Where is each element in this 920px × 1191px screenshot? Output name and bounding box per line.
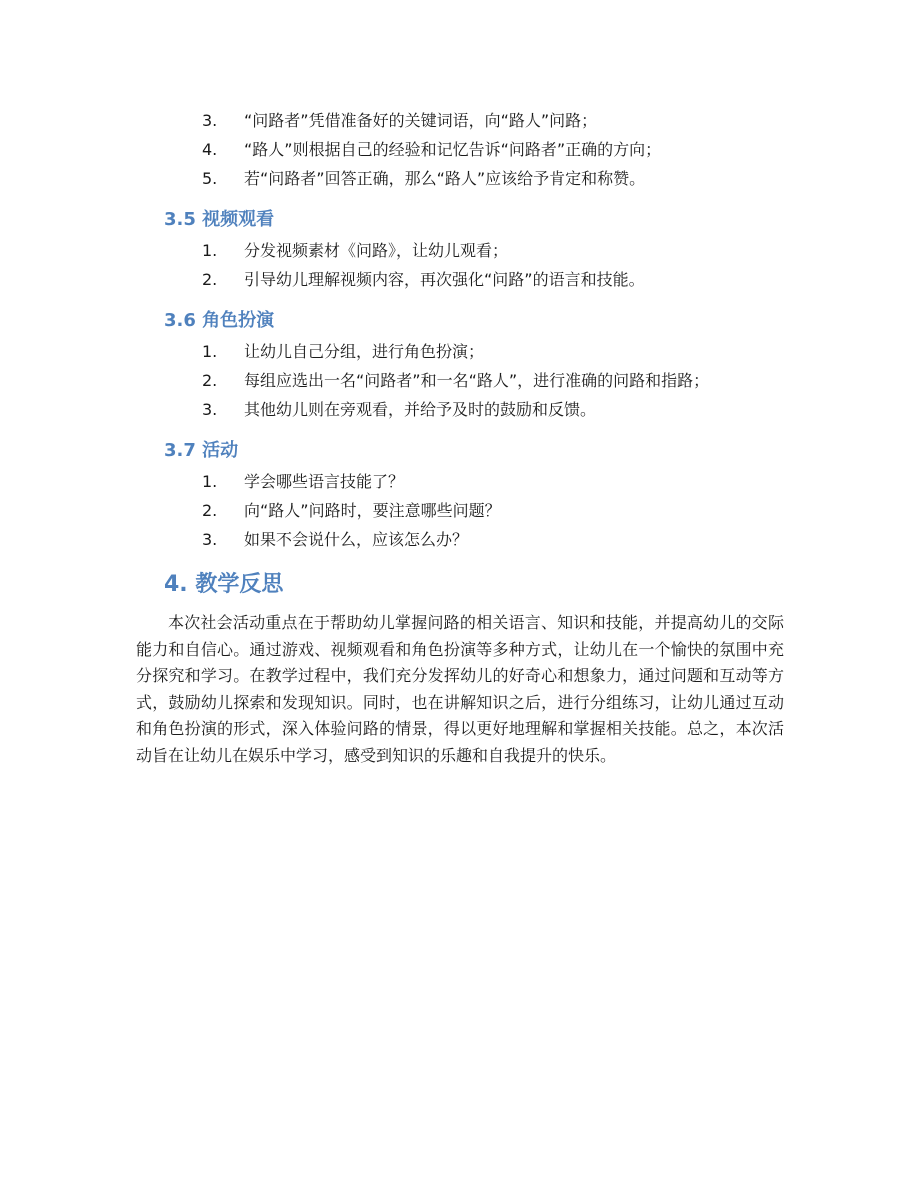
list-item <box>136 265 784 294</box>
section-3-7-heading: 3.7 活动 <box>164 440 239 461</box>
list-item-number: 2. <box>202 501 218 520</box>
list-item-text: 每组应选出一名“问路者”和一名“路人”，进行准确的问路和指路； <box>244 371 710 390</box>
list-item <box>136 106 784 135</box>
list-item <box>136 395 784 424</box>
section-3-6-list <box>136 337 784 424</box>
list-item-text: 向“路人”问路时，要注意哪些问题？ <box>244 501 501 520</box>
reflection-paragraph: 本次社会活动重点在于帮助幼儿掌握问路的相关语言、知识和技能，并提高幼儿的交际能力和自信心。通过游戏、视频观看和角色扮演等多种方式，让幼儿在一个愉快的氛围中充分探究和学习。在教学过程中，我们充分发挥幼儿的好奇心和想象力，通过问题和互动等方式，鼓励幼儿探索和发现知识。同时，也在讲解知识之后，进行分组练习，让幼儿通过互动和角色扮演的形式，深入体验问路的情景，得以更好地理解和掌握相关技能。总之，本次活动旨在让幼儿在娱乐中学习，感受到知识的乐趣和自我提升的快乐。 <box>136 613 784 765</box>
list-item-text: 学会哪些语言技能了？ <box>244 472 405 491</box>
list-item <box>136 164 784 193</box>
list-item-text: 如果不会说什么，应该怎么办？ <box>244 530 469 549</box>
list-item <box>136 135 784 164</box>
section-4-heading: 4. 教学反思 <box>164 572 284 597</box>
list-item-text: 引导幼儿理解视频内容，再次强化“问路”的语言和技能。 <box>244 270 645 289</box>
list-item-text: 分发视频素材《问路》，让幼儿观看； <box>244 241 509 260</box>
list-item <box>136 525 784 554</box>
list-item-text: 若“问路者”回答正确，那么“路人”应该给予肯定和称赞。 <box>244 169 646 188</box>
list-item-text: 让幼儿自己分组，进行角色扮演； <box>244 342 485 361</box>
list-item-number: 1. <box>202 241 218 260</box>
list-item <box>136 236 784 265</box>
list-item-text: “问路者”凭借准备好的关键词语，向“路人”问路； <box>244 111 598 130</box>
continued-steps-list <box>136 106 784 193</box>
list-item-number: 3. <box>202 530 218 549</box>
list-item-number: 2. <box>202 371 218 390</box>
section-3-5-heading: 3.5 视频观看 <box>164 209 275 230</box>
list-item-number: 1. <box>202 472 218 491</box>
section-3-5-list <box>136 236 784 294</box>
list-item <box>136 337 784 366</box>
list-item-number: 4. <box>202 140 218 159</box>
section-3-6-heading: 3.6 角色扮演 <box>164 310 275 331</box>
document-content <box>136 106 784 769</box>
list-item-number: 1. <box>202 342 218 361</box>
list-item-number: 2. <box>202 270 218 289</box>
list-item-text: 其他幼儿则在旁观看，并给予及时的鼓励和反馈。 <box>244 400 597 419</box>
list-item-text: “路人”则根据自己的经验和记忆告诉“问路者”正确的方向； <box>244 140 662 159</box>
list-item-number: 3. <box>202 111 218 130</box>
list-item <box>136 467 784 496</box>
list-item <box>136 366 784 395</box>
list-item-number: 3. <box>202 400 218 419</box>
list-item <box>136 496 784 525</box>
list-item-number: 5. <box>202 169 218 188</box>
section-3-7-list <box>136 467 784 554</box>
